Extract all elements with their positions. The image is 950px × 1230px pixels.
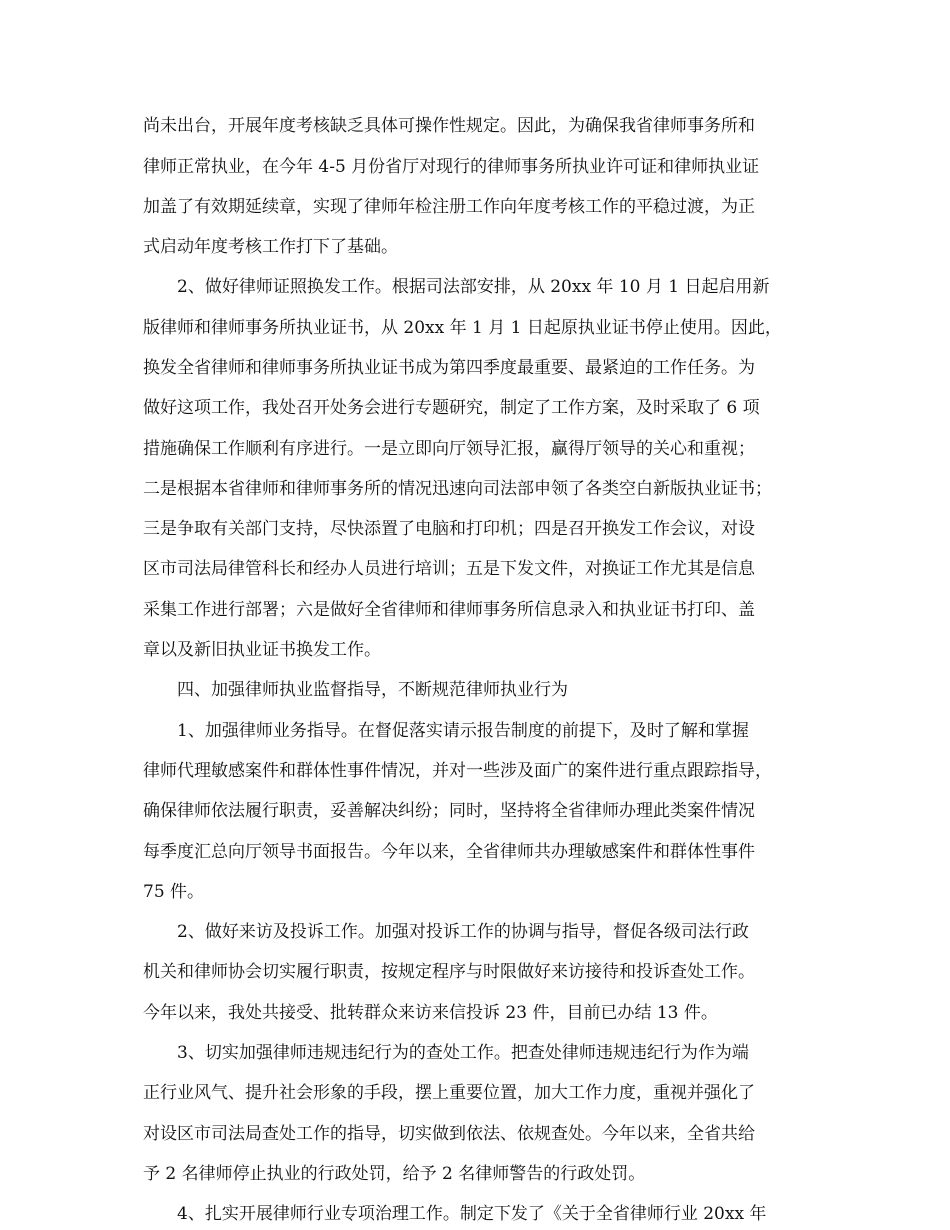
text-line: 律师正常执业，在今年 4-5 月份省厅对现行的律师事务所执业许可证和律师执业证: [143, 157, 760, 177]
text-line: 三是争取有关部门支持，尽快添置了电脑和打印机；四是召开换发工作会议，对设: [143, 519, 755, 539]
text-line: 机关和律师协会切实履行职责，按规定程序与时限做好来访接待和投诉查处工作。: [143, 962, 755, 982]
text-line: 区市司法局律管科长和经办人员进行培训；五是下发文件，对换证工作尤其是信息: [143, 559, 755, 579]
text-line: 尚未出台，开展年度考核缺乏具体可操作性规定。因此，为确保我省律师事务所和: [143, 116, 755, 136]
section-heading: 四、加强律师执业监督指导，不断规范律师执业行为: [177, 680, 568, 700]
text-line: 措施确保工作顺利有序进行。一是立即向厅领导汇报，赢得厅领导的关心和重视；: [143, 439, 755, 459]
text-line: 二是根据本省律师和律师事务所的情况迅速向司法部申领了各类空白新版执业证书；: [143, 479, 772, 499]
text-line: 式启动年度考核工作打下了基础。: [143, 237, 398, 257]
text-line: 正行业风气、提升社会形象的手段，摆上重要位置，加大工作力度，重视并强化了: [143, 1083, 755, 1103]
text-line: 予 2 名律师停止执业的行政处罚，给予 2 名律师警告的行政处罚。: [143, 1164, 646, 1184]
text-line: 今年以来，我处共接受、批转群众来访来信投诉 23 件，目前已办结 13 件。: [143, 1003, 718, 1023]
text-line: 换发全省律师和律师事务所执业证书成为第四季度最重要、最紧迫的工作任务。为: [143, 358, 755, 378]
paragraph-start-line: 1、加强律师业务指导。在督促落实请示报告制度的前提下，及时了解和掌握: [177, 721, 749, 741]
paragraph-start-line: 3、切实加强律师违规违纪行为的查处工作。把查处律师违规违纪行为作为端: [177, 1043, 749, 1063]
text-line: 75 件。: [143, 882, 205, 902]
text-line: 加盖了有效期延续章，实现了律师年检注册工作向年度考核工作的平稳过渡，为正: [143, 197, 755, 217]
text-line: 确保律师依法履行职责，妥善解决纠纷；同时，坚持将全省律师办理此类案件情况: [143, 801, 755, 821]
text-line: 采集工作进行部署；六是做好全省律师和律师事务所信息录入和执业证书打印、盖: [143, 600, 755, 620]
paragraph-start-line: 2、做好律师证照换发工作。根据司法部安排，从 20xx 年 10 月 1 日起启用新: [177, 277, 770, 297]
text-line: 做好这项工作，我处召开处务会进行专题研究，制定了工作方案，及时采取了 6 项: [143, 398, 760, 418]
paragraph-start-line: 2、做好来访及投诉工作。加强对投诉工作的协调与指导，督促各级司法行政: [177, 922, 749, 942]
text-line: 章以及新旧执业证书换发工作。: [143, 640, 381, 660]
paragraph-start-line: 4、扎实开展律师行业专项治理工作。制定下发了《关于全省律师行业 20xx 年: [177, 1204, 767, 1224]
text-line: 版律师和律师事务所执业证书，从 20xx 年 1 月 1 日起原执业证书停止使用。因此，: [143, 318, 782, 338]
text-line: 律师代理敏感案件和群体性事件情况，并对一些涉及面广的案件进行重点跟踪指导，: [143, 761, 772, 781]
text-line: 对设区市司法局查处工作的指导，切实做到依法、依规查处。今年以来，全省共给: [143, 1124, 755, 1144]
text-line: 每季度汇总向厅领导书面报告。今年以来，全省律师共办理敏感案件和群体性事件: [143, 842, 755, 862]
